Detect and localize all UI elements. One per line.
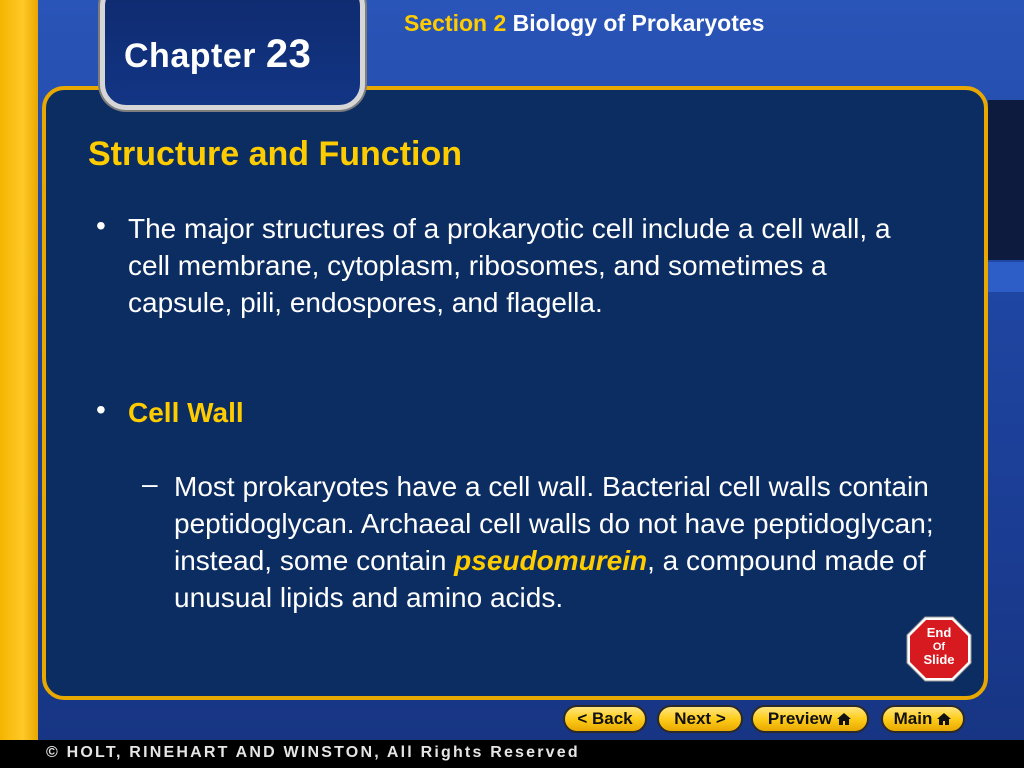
next-button-label: Next > [674, 709, 726, 728]
end-of-slide-icon[interactable] [906, 616, 972, 682]
chapter-word: Chapter [124, 37, 256, 75]
left-accent-stripe [0, 0, 38, 740]
bullet-marker: • [96, 210, 106, 241]
sub-text-before: Most prokaryotes have a cell wall. Bacterial cell walls contain peptidoglycan. Archaeal cell walls do not have peptidoglycan; instead, some contain [174, 471, 934, 576]
preview-button[interactable] [751, 705, 869, 733]
preview-button-label: Preview [767, 709, 833, 728]
key-term-pseudomurein: pseudomurein [454, 545, 648, 576]
sub-bullet-cell-wall-text [174, 468, 954, 616]
main-button[interactable] [881, 705, 965, 733]
end-slide-line1: End [926, 625, 952, 640]
bullet-heading-cell-wall: Cell Wall [128, 397, 244, 428]
chapter-number: 23 [265, 32, 312, 76]
end-slide-line2: Of [932, 641, 946, 653]
chapter-label [124, 32, 311, 77]
back-button-label: < Back [577, 709, 633, 728]
back-button[interactable] [563, 705, 647, 733]
section-title: Biology of Prokaryotes [512, 10, 765, 36]
right-blue-bar [988, 262, 1024, 292]
bullet-text-structures: The major structures of a prokaryotic cell include a cell wall, a cell membrane, cytoplasm, ribosomes, and sometimes a capsule, pili, endospores, and flagella. [128, 213, 891, 318]
slide-heading: Structure and Function [88, 135, 462, 173]
sub-bullet-dash: – [142, 468, 158, 499]
sub-text-after: , a compound made of unusual lipids and amino acids. [174, 545, 926, 613]
home-icon [936, 712, 952, 726]
next-button[interactable] [657, 705, 743, 733]
home-icon [836, 712, 852, 726]
copyright-text: © HOLT, RINEHART AND WINSTON, All Rights Reserved [46, 744, 580, 761]
section-label: Section 2 [404, 10, 507, 36]
main-button-label: Main [893, 709, 933, 728]
right-dark-bar [988, 100, 1024, 260]
section-title-line [404, 10, 764, 37]
end-slide-line3: Slide [923, 652, 955, 667]
bullet-marker: • [96, 394, 106, 425]
